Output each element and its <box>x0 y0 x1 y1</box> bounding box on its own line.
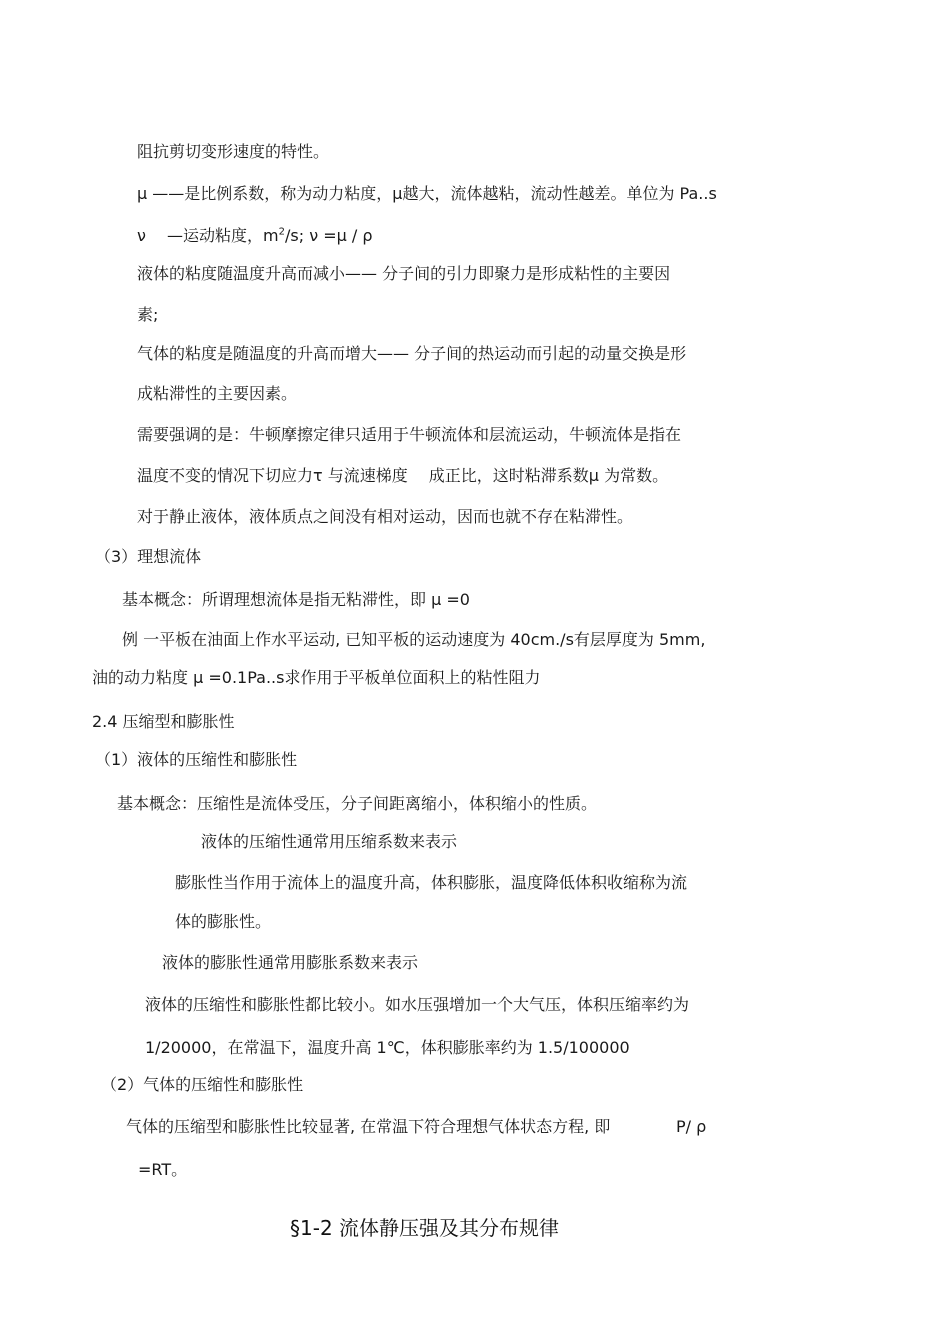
text-line: 基本概念：压缩性是流体受压，分子间距离缩小，体积缩小的性质。 <box>117 794 598 813</box>
section-heading: §1-2 流体静压强及其分布规律 <box>290 1216 560 1240</box>
text-line: 1/20000，在常温下，温度升高 1℃，体积膨胀率约为 1.5/100000 <box>145 1038 630 1057</box>
text-line: 对于静止液体，液体质点之间没有相对运动，因而也就不存在粘滞性。 <box>137 507 634 526</box>
text-line: 气体的粘度是随温度的升高而增大—— 分子间的热运动而引起的动量交换是形 <box>137 344 687 363</box>
text-line: 油的动力粘度 μ =0.1Pa..s求作用于平板单位面积上的粘性阻力 <box>92 668 541 687</box>
text-line: 阻抗剪切变形速度的特性。 <box>137 142 330 161</box>
text-line: 气体的压缩型和膨胀性比较显著, 在常温下符合理想气体状态方程, 即 <box>126 1117 611 1136</box>
subsection-liquid: （1）液体的压缩性和膨胀性 <box>95 750 298 769</box>
text-line: 液体的膨胀性通常用膨胀系数来表示 <box>162 953 419 972</box>
example-line: 例 一平板在油面上作水平运动, 已知平板的运动速度为 40cm./s有层厚度为 5mm, <box>122 630 706 649</box>
kinematic-prefix: ν —运动粘度， <box>137 226 264 245</box>
section-2-4-title: 2.4 压缩型和膨胀性 <box>92 712 235 731</box>
text-line: 膨胀性当作用于流体上的温度升高，体积膨胀，温度降低体积收缩称为流 <box>175 873 688 892</box>
text-line: 液体的粘度随温度升高而减小—— 分子间的引力即聚力是形成粘性的主要因 <box>137 264 671 283</box>
text-line: 体的膨胀性。 <box>175 912 272 931</box>
text-line: 液体的压缩性通常用压缩系数来表示 <box>201 832 458 851</box>
text-line: μ ——是比例系数，称为动力粘度，μ越大，流体越粘，流动性越差。单位为 Pa..s <box>137 184 717 203</box>
kinematic-unit-exponent: 2 <box>278 226 285 238</box>
ideal-gas-equation-left: P/ ρ <box>676 1117 707 1136</box>
subsection-gas: （2）气体的压缩性和膨胀性 <box>101 1075 304 1094</box>
text-line: 基本概念：所谓理想流体是指无粘滞性，即 μ =0 <box>122 590 470 609</box>
kinematic-unit-rest: /s; ν =μ / ρ <box>285 226 373 245</box>
text-line: 温度不变的情况下切应力τ 与流速梯度 成正比，这时粘滞系数μ 为常数。 <box>137 466 669 485</box>
text-line: 液体的压缩性和膨胀性都比较小。如水压强增加一个大气压，体积压缩率约为 <box>145 995 690 1014</box>
ideal-gas-equation-right: =RT。 <box>138 1160 188 1179</box>
text-line: 素; <box>137 305 159 324</box>
subsection-ideal-fluid: （3）理想流体 <box>95 547 202 566</box>
kinematic-viscosity-line <box>137 226 373 246</box>
text-line: 需要强调的是：牛顿摩擦定律只适用于牛顿流体和层流运动，牛顿流体是指在 <box>137 425 682 444</box>
text-line: 成粘滞性的主要因素。 <box>137 384 298 403</box>
kinematic-unit-base: m <box>263 226 279 245</box>
